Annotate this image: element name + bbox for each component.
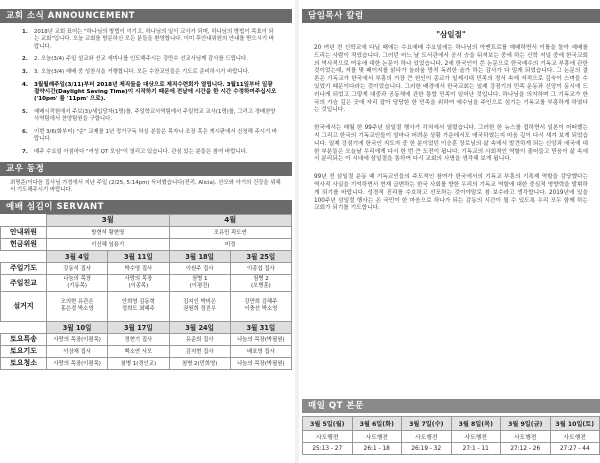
table-cell: 첨병 1(경인교) bbox=[108, 357, 169, 369]
week-cell: 3월 31일 bbox=[230, 321, 291, 333]
table-cell: 나눔의 목장 (기동목) bbox=[47, 274, 108, 291]
column-paragraph: 한국에서는 매월 한 99주년 삼일절 행사가 각처에서 열렸습니다. 그러한 한 뉴스를 접하면서 일본이 어떠했는지 그리고 한국의 기독교인들이 얼마나 어려운 상황 가운데서도 애국하였는지 마음 깊이 다시 새겨 보게 되었습니다. 일제 강점기에 한국인 지도자 중 한 분이었던 이승훈 장로님의 삶 속에서 발견하게 되는 신앙과 애국에 대한 부분들은 오늘날 우리에게 다시 한 번 큰 도전이 됩니다. 기독교의 사회적인 역할이 줄어들고 믿음이 삶 속에서 분리되는 이 시대에 삼일절을 통하여 다시 교회의 사명을 생각해 보게 됩니다. bbox=[314, 125, 588, 163]
table-row bbox=[1, 345, 292, 357]
week-cell: 3월 24일 bbox=[169, 321, 230, 333]
table-row bbox=[1, 274, 292, 291]
qt-header: 매일 QT 본문 bbox=[302, 399, 600, 413]
announce-item: 7. 매주 수요일 아침마다 "여성 QT 모임"이 열리고 있습니다. 관심 있는 분들은 참여 바랍니다. bbox=[22, 149, 248, 155]
qt-book-row bbox=[303, 431, 600, 443]
announce-item: 5. 예배시작원에서 주보(3)/세입당자(1명)를, 주일학교사역팀에서 주일학교 교사(1명)를, 그리고 경배찬양사역팀에서 찬양팀원을 구합니다. bbox=[22, 109, 276, 123]
qt-verse-row bbox=[303, 443, 600, 455]
announce-item: 3. 3. 오늘(3/4) 예배 중 성찬식을 거행합니다. 모든 수찬교인들은 기도로 준비하시기 바랍니다. bbox=[22, 69, 250, 75]
qt-book: 사도행전 bbox=[303, 431, 353, 443]
month-cell: 3월 bbox=[47, 214, 170, 226]
sermon-title: "삼일절" bbox=[436, 30, 466, 39]
announce-item: 4. 3월월례주일(3/11)부터 2018년 제직들을 대상으로 제직수련회가 열립니다. 3월11일부터 일광절약시간(Daylight Saving Time)이 시작하기 때문에 전날에 시간을 한 시간 수정하여주십시오('10pm' 를 '11pm' 으로). bbox=[22, 81, 277, 103]
qt-day: 3월 9일(금) bbox=[501, 417, 551, 431]
table-cell: 나눔의 목장(박필원) bbox=[230, 357, 291, 369]
announce-header: 교회 소식 ANNOUNCEMENT bbox=[0, 9, 292, 23]
qt-verse: 26:1 - 18 bbox=[352, 443, 402, 455]
qt-day: 3월 6일(화) bbox=[352, 417, 402, 431]
week-cell: 3월 17일 bbox=[108, 321, 169, 333]
week-row bbox=[1, 250, 292, 262]
qt-verse: 27:1 - 11 bbox=[451, 443, 501, 455]
table-cell: 방현석 황현명 bbox=[47, 226, 170, 238]
table-cell: 사랑의 목장(이평목) bbox=[47, 357, 108, 369]
week-cell: 3월 11일 bbox=[108, 250, 169, 262]
qt-section bbox=[302, 399, 600, 455]
qt-book: 사도행전 bbox=[451, 431, 501, 443]
column-paragraph: 99년 전 삼일절 운동 때 기독교인들의 주도적인 참여가 한국에서의 기독교 부흥의 기폭제 역할을 감당했다는 역사적 사실을 기억하면서 현재 급변하는 한국 사회를 향한 우리의 기독교 역할에 대한 중심적 영향력을 발휘하게 되기를 바랍니다. 성경적 진리를 수호하고 선포하는 것이야말로 참 보수라고 생각합니다. 2019년에 있을 100주년 삼일절 행사는 온 국민이 한 마음으로 하나가 되는 감동의 시간이 될 수 있도록 우리 모두 함께 하는 교회가 되기를 기도합니다. bbox=[314, 174, 588, 212]
table-row bbox=[1, 333, 292, 345]
servant-header: 예배 섬김이 SERVANT bbox=[0, 200, 292, 214]
qt-book: 사도행전 bbox=[550, 431, 600, 443]
announce-item: 2. 2. 오늘(3/4) 주일 설교와 선교 세미나를 인도해주시는 강만수 선교사님께 감사를 드립니다. bbox=[22, 56, 248, 63]
week-cell: 3월 10일 bbox=[47, 321, 108, 333]
announce-list bbox=[0, 23, 292, 156]
qt-verse: 27:27 - 44 bbox=[550, 443, 600, 455]
table-cell: 강동석 집사 bbox=[47, 262, 108, 274]
table-cell: 배호영 집사 bbox=[230, 345, 291, 357]
table-cell: 박수영 집사 bbox=[108, 262, 169, 274]
table-cell: 이종섭 집사 bbox=[230, 262, 291, 274]
table-cell: 첨병 2(민희영) bbox=[169, 357, 230, 369]
table-row bbox=[1, 357, 292, 369]
qt-table bbox=[302, 416, 600, 455]
table-cell: 정현기 집사 bbox=[108, 333, 169, 345]
row-label: 토요기도 bbox=[1, 345, 47, 357]
column-header: 담임목사 칼럼 bbox=[302, 9, 600, 23]
qt-day: 3월 5일(월) bbox=[303, 417, 353, 431]
table-cell: 사랑의 목장(이평목) bbox=[47, 333, 108, 345]
month-row bbox=[1, 214, 292, 226]
row-label: 토요특송 bbox=[1, 333, 47, 345]
page-gutter bbox=[295, 0, 299, 463]
qt-book: 사도행전 bbox=[402, 431, 452, 443]
table-cell: 강만희 김혜주 이충선 박소영 bbox=[230, 291, 291, 321]
row-label: 안내위원 bbox=[1, 226, 47, 238]
row-label: 토요청소 bbox=[1, 357, 47, 369]
qt-book: 사도행전 bbox=[501, 431, 551, 443]
qt-day-row bbox=[303, 417, 600, 431]
table-row bbox=[1, 226, 292, 238]
qt-book: 사도행전 bbox=[352, 431, 402, 443]
table-cell: 이상재 집사 bbox=[47, 345, 108, 357]
table-cell: 오의현 유관은 홍은경 박소영 bbox=[47, 291, 108, 321]
table-cell: 조유민 곽도연 bbox=[169, 226, 292, 238]
row-label: 주일친교 bbox=[1, 274, 47, 291]
announce-item: 1. 2018년 교회 표어는 "하나님의 방법이 이기고, 하나님의 일이 교사가 되며, 하나님의 방법이 목표이 되는 교회"입니다. 오늘 교회를 방문하신 모든 분들을 환영합니다. 이미 후안내위원의 안내를 받으시기 바랍니다. bbox=[22, 29, 274, 50]
table-cell: 나눔의 목장(박필원) bbox=[230, 333, 291, 345]
week-cell: 3월 18일 bbox=[169, 250, 230, 262]
week-cell: 3월 4일 bbox=[47, 250, 108, 262]
table-cell: 미정 bbox=[169, 238, 292, 250]
table-row bbox=[1, 238, 292, 250]
table-cell: 이신혜 임용기 bbox=[47, 238, 170, 250]
announce-item: 6. 이번 3/6(화부터) "순" 교제를 1년 정기구독 하실 분들은 목자나 조장 혹은 게시판에서 신청해 주시기 바랍니다. bbox=[22, 129, 278, 143]
right-column bbox=[302, 0, 600, 463]
left-column bbox=[0, 0, 292, 463]
month-cell: 4월 bbox=[169, 214, 292, 226]
table-row bbox=[1, 291, 292, 321]
qt-verse: 26:19 - 32 bbox=[402, 443, 452, 455]
qt-day: 3월 10일(토) bbox=[550, 417, 600, 431]
row-label: 헌금위원 bbox=[1, 238, 47, 250]
table-cell: 김지인 박미은 권원희 정진우 bbox=[169, 291, 230, 321]
table-cell: 유준희 집사 bbox=[169, 333, 230, 345]
row-label: 설거지 bbox=[1, 291, 47, 321]
qt-verse: 27:12 - 26 bbox=[501, 443, 551, 455]
week-cell: 3월 25일 bbox=[230, 250, 291, 262]
column-paragraph: 20 여년 전 신학교에 다닐 때에는 수요예배 수요일에는 하나님의 아멘트로를 예배하면서 이틀을 돌아 예배를 드리는 사람이 적었습니다. 그러던 어느 날 도서관에서 공시 승을 뒤져보는 중에 하는 신학 저널 중에 한국교회의 역사적으로 여유에 대한 논문이 하나 있었습니다. 2세 한국인이 쓴 논문으로 한국예수의 기독교 부흥에 관한 것이었는데, 저를 몇 페이지를 읽다가 놀라움 방적 독려한 올가 하는 감사가 다 밀게 되었습니다. 그 논문의 결론은 기독교가 한국에서 부흥의 가장 큰 원인이 종교가 일제시대 민족의 정서 속에 저적으로 깊숙이 스며들 수 있었기 때문이다라는 것이었습니다. 그러한 배경에서 한국교회는 일제 강점기의 민족 운동과 신앙이 동시에 드러나게 되었고 그렇게 대중과 공동체에 관한 통합 민족이 일어난 것입니다. 하나님을 의지하며 그 기독교가 한국의 가슴 깊은 곳에 자리 잡아 당당한 한 민족을 위하여 예수님을 주인으로 섬기는 기독교를 부흥하게 하였다는 것입니다. bbox=[314, 45, 588, 114]
table-cell: 안희영 김동혁 정희도 최혜주 bbox=[108, 291, 169, 321]
pray-header: 교우 동정 bbox=[0, 162, 292, 176]
table-cell: 백소연 사모 bbox=[108, 345, 169, 357]
table-cell: 이원주 집사 bbox=[169, 262, 230, 274]
table-cell: 첨병 1 (이평진) bbox=[169, 274, 230, 291]
row-label: 주일기도 bbox=[1, 262, 47, 274]
qt-day: 3월 8일(목) bbox=[451, 417, 501, 431]
table-cell: 김지현 집사 bbox=[169, 345, 230, 357]
pray-text: 최명준/이다음 집사님 가정에서 지난 주일 (2/25, 5:14pm) 득녀했습니다(전리, Alicia). 산모와 아기의 건강을 위해서 기도해주시기 바랍니다. bbox=[10, 179, 281, 194]
qt-day: 3월 7일(수) bbox=[402, 417, 452, 431]
table-row bbox=[1, 262, 292, 274]
table-cell: 첨병 2 (오병훈) bbox=[230, 274, 291, 291]
table-cell: 사랑의 목장 (이종목) bbox=[108, 274, 169, 291]
week-row bbox=[1, 321, 292, 333]
servant-table bbox=[0, 214, 292, 370]
qt-verse: 25:13 - 27 bbox=[303, 443, 353, 455]
